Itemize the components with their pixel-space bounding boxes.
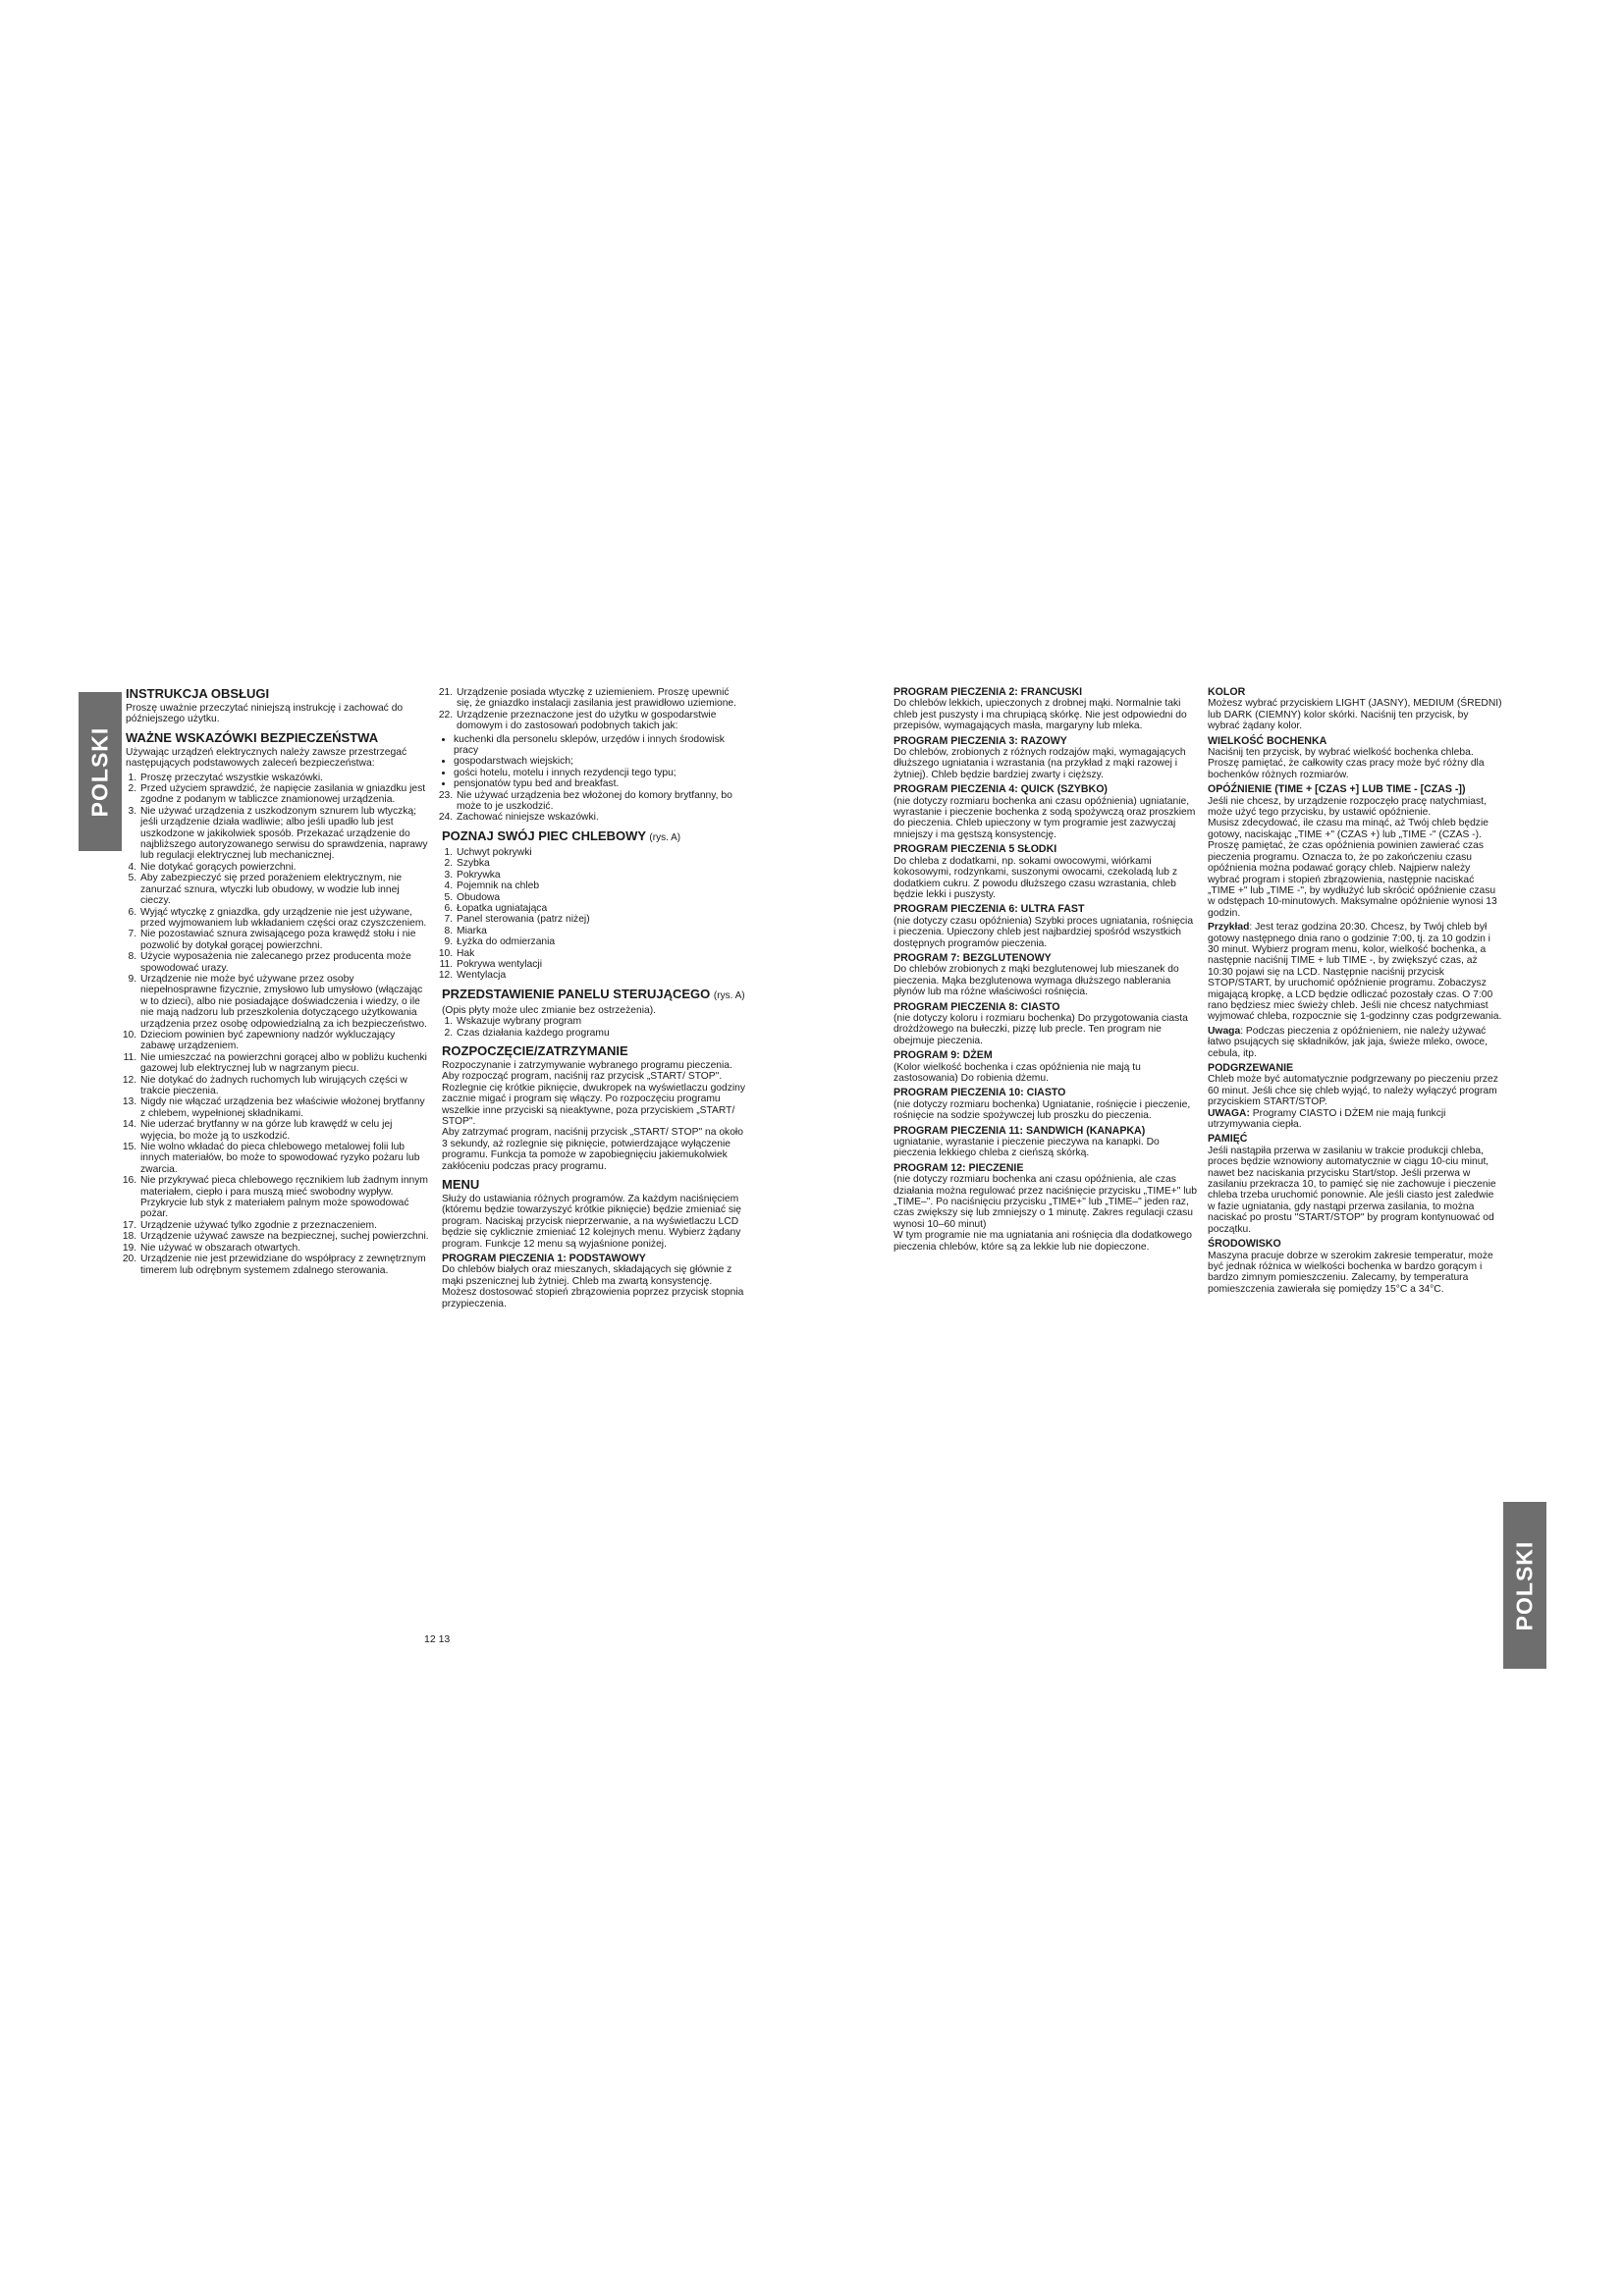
part-item: 6. Łopatka ugniatająca [456, 903, 746, 914]
safety-item: 19. Nie używać w obszarach otwartych. [139, 1243, 430, 1254]
paragraph: Używając urządzeń elektrycznych należy zawsze przestrzegać następujących podstawowych zaleceń bezpieczeństwa: [126, 746, 407, 770]
safety-item: 1. Proszę przeczytać wszystkie wskazówki. [139, 773, 430, 783]
paragraph: Maszyna pracuje dobrze w szerokim zakresie temperatur, może być jednak różnica w wielkości bochenka w bardzo gorącym i bardzo zimnym pomieszczeniu. Zalecamy, by temperatura pomieszczenia zawierała się pomiędzy 15°C a 34°C. [1208, 1250, 1493, 1295]
program-title: PROGRAM PIECZENIA 2: FRANCUSKI [893, 686, 1083, 698]
safety-item: 12. Nie dotykać do żadnych ruchomych lub wirujących części w trakcie pieczenia. [139, 1075, 430, 1097]
part-item: 1. Uchwyt pokrywki [456, 847, 746, 858]
column-4 [1208, 687, 1502, 1298]
program-description: Do chleba z dodatkami, np. sokami owocowymi, wiórkami kokosowymi, rodzynkami, suszonymi owocami, czekoladą lub z dodatkiem cukru. Z powodu dłuższego czasu wzrastania, chleb będzie lekki i puszysty. [893, 855, 1177, 900]
safety-item: 23. Nie używać urządzenia bez włożonej do komory brytfanny, bo może to je uszkodzić. [456, 790, 746, 813]
usage-bullet: • pensjonatów typu bed and breakfast. [454, 778, 746, 789]
safety-list [126, 773, 430, 1276]
safety-item: 13. Nigdy nie włączać urządzenia bez właściwie włożonej brytfanny z chlebem, wypełnionej składnikami. [139, 1096, 430, 1119]
safety-item: 17. Urządzenie używać tylko zgodnie z przeznaczeniem. [139, 1220, 430, 1231]
section-title: ROZPOCZĘCIE/ZATRZYMANIE [442, 1042, 628, 1058]
safety-item: 15. Nie wolno wkładać do pieca chlebowego metalowej folii lub innych materiałów, bo może to spowodować ryzyko pożaru lub zwarcia. [139, 1142, 430, 1175]
program-description: Do chlebów lekkich, upieczonych z drobnej mąki. Normalnie taki chleb jest puszysty i ma chrupiącą skórkę. Nie jest odpowiedni do przepisów, wymagających masła, margaryny lub mleka. [893, 698, 1187, 732]
safety-item: 9. Urządzenie nie może być używane przez osoby niepełnosprawne fizycznie, zmysłowo lub umysłowo (włączając w to dzieci), albo nie posiadające doświadczenia i wiedzy, o ile nie mają nadzoru lub przeszkolenia dotyczącego użytkowania urządzenia przez osobę odpowiedzialną za ich bezpieczeństwo. [139, 974, 430, 1030]
paragraph: Aby zatrzymać program, naciśnij przycisk „START/ STOP" na około 3 sekundy, aż rozlegnie się piknięcie, potwierdzające wyłączenie programu. Funkcja ta pomoże w zapobiegnięciu jakiemukolwiek zakłóceniu podczas pracy programu. [442, 1127, 743, 1172]
panel-item: 1. Wskazuje wybrany program [456, 1016, 746, 1027]
safety-item: 10. Dzieciom powinien być zapewniony nadzór wykluczający zabawę urządzeniem. [139, 1030, 430, 1052]
program-title: PROGRAM 7: BEZGLUTENOWY [893, 951, 1052, 964]
paragraph: Proszę uważnie przeczytać niniejszą instrukcję i zachować do późniejszego użytku. [126, 703, 404, 725]
column-1 [126, 687, 430, 1278]
safety-item: 14. Nie uderzać brytfanny w na górze lub krawędź w celu jej wyjęcia, bo może ją to uszkodzić. [139, 1119, 430, 1142]
usage-bullet: • kuchenki dla personelu sklepów, urzędów i innych środowisk pracy [454, 734, 746, 757]
safety-list-continued [442, 687, 746, 732]
paragraph: (Opis płyty może ulec zmianie bez ostrzeżenia). [442, 1004, 657, 1016]
program-title: PROGRAM PIECZENIA 11: SANDWICH (KANAPKA) [893, 1124, 1146, 1137]
paragraph: W tym programie nie ma ugniatania ani rośnięcia dla dodatkowego pieczenia chlebów, które są za lekkie lub nie dopieczone. [893, 1230, 1192, 1253]
safety-item: 6. Wyjąć wtyczkę z gniazdka, gdy urządzenie nie jest używane, przed wyjmowaniem lub wkładaniem części oraz czyszczeniem. [139, 907, 430, 930]
program-description: (nie dotyczy koloru i rozmiaru bochenka) Do przygotowania ciasta drożdżowego na bułeczki, pizzę lub precle. Ten program nie obejmuje pieczenia. [893, 1012, 1188, 1046]
section-title: WAŻNE WSKAZÓWKI BEZPIECZEŃSTWA [126, 729, 379, 745]
safety-list-tail [442, 790, 746, 824]
part-item: 3. Pokrywka [456, 870, 746, 881]
section-title: MENU [442, 1177, 480, 1193]
part-item: 10. Hak [456, 948, 746, 959]
usage-bullet: • gości hotelu, motelu i innych rezydencji tego typu; [454, 768, 746, 778]
panel-item: 2. Czas działania każdego programu [456, 1028, 746, 1039]
safety-item: 24. Zachować niniejsze wskazówki. [456, 812, 746, 823]
paragraph: Musisz zdecydować, ile czasu ma minąć, aż Twój chleb będzie gotowy, naciskając „TIME +" (CZAS +) lub „TIME -" (CZAS -). Proszę pamiętać, że czas opóźnienia powinien zawierać czas pieczenia programu. Oznacza to, że po zakończeniu czasu opóźnienia można podawać gorący chleb. Najpierw należy wybrać program i stopień zbrązowienia, następnie naciskać „TIME +" lub „TIME -", by wydłużyć lub skrócić opóźnienie czasu w odstępach 10-minutowych. Maksymalne opóźnienie wynosi 13 godzin. [1208, 818, 1497, 919]
safety-item: 2. Przed użyciem sprawdzić, że napięcie zasilania w gniazdku jest zgodne z podanym w tabliczce znamionowej urządzenia. [139, 783, 430, 806]
safety-item: 18. Urządzenie używać zawsze na bezpiecznej, suchej powierzchni. [139, 1231, 430, 1242]
program-title: PROGRAM PIECZENIA 5 SŁODKI [893, 843, 1057, 856]
section-title: OPÓŹNIENIE (TIME + [CZAS +] LUB TIME - [CZAS -]) [1208, 783, 1466, 796]
safety-item: 22. Urządzenie przeznaczone jest do użytku w gospodarstwie domowym i do zastosowań podobnych takich jak: [456, 710, 746, 732]
language-tab-label: POLSKI [86, 726, 113, 817]
paragraph: Uwaga: Podczas pieczenia z opóźnieniem, nie należy używać łatwo psujących się składników, jak jaja, świeże mleko, owoce, cebula, itp. [1208, 1025, 1489, 1059]
paragraph: Możesz wybrać przyciskiem LIGHT (JASNY), MEDIUM (ŚREDNI) lub DARK (CIEMNY) kolor skórki. Naciśnij ten przycisk, by wybrać żądany kolor. [1208, 698, 1502, 732]
program-description: (nie dotyczy rozmiaru bochenka ani czasu opóźnienia, ale czas działania można regulować przez naciśnięcie przycisku „TIME+" lub „TIME–". Po naciśnięciu przycisku „TIME+" lub „TIME–" jeden raz, czas zwiększy się lub zmniejszy o 1 minutę. Zakres regulacji czasu wynosi 10–60 minut) [893, 1174, 1197, 1230]
safety-item: 3. Nie używać urządzenia z uszkodzonym sznurem lub wtyczką; jeśli urządzenie działa wadliwie; albo jeśli upadło lub jest uszkodzone w jakikolwiek sposób. Przekazać urządzenie do najbliższego autoryzowanego serwisu do sprawdzenia, naprawy lub regulacji elektrycznej lub mechanicznej. [139, 806, 430, 862]
section-title: PODGRZEWANIE [1208, 1062, 1294, 1074]
safety-item: 8. Użycie wyposażenia nie zalecanego przez producenta może spowodować urazy. [139, 951, 430, 974]
paragraph: Służy do ustawiania różnych programów. Za każdym naciśnięciem (któremu będzie towarzyszyć krótkie piknięcie) będzie zmieniać się program. Naciskaj przycisk nieprzerwanie, a na wyświetlaczu LCD będzie się cyklicznie zmieniać 12 kolejnych menu. Wybierz żądany program. Funkcje 12 menu są wyjaśnione poniżej. [442, 1194, 742, 1250]
program-title: PROGRAM PIECZENIA 4: QUICK (SZYBKO) [893, 783, 1108, 796]
paragraph: UWAGA: Programy CIASTO i DŻEM nie mają funkcji utrzymywania ciepła. [1208, 1107, 1446, 1131]
paragraph: Rozpoczynanie i zatrzymywanie wybranego programu pieczenia. [442, 1059, 732, 1071]
safety-item: 16. Nie przykrywać pieca chlebowego ręcznikiem lub żadnym innym materiałem, ciepło i para muszą mieć swobodny wypływ. Przykrycie lub styk z materiałem palnym może spowodować pożar. [139, 1175, 430, 1220]
language-tab-right [1503, 1502, 1546, 1669]
section-title: ŚRODOWISKO [1208, 1238, 1281, 1251]
section-title: INSTRUKCJA OBSŁUGI [126, 686, 270, 701]
page-numbers: 12 13 [424, 1633, 451, 1645]
section-title: WIELKOŚĆ BOCHENKA [1208, 734, 1327, 747]
section-title: POZNAJ SWÓJ PIEC CHLEBOWY (rys. A) [442, 828, 681, 843]
safety-item: 11. Nie umieszczać na powierzchni gorącej albo w pobliżu kuchenki gazowej lub elektrycznej lub w nagrzanym piecu. [139, 1052, 430, 1075]
program-title: PROGRAM PIECZENIA 3: RAZOWY [893, 734, 1067, 747]
paragraph: Aby rozpocząć program, naciśnij raz przycisk „START/ STOP". Rozlegnie cię krótkie piknięcie, dwukropek na wyświetlaczu godziny zacznie migać i program się włączy. Po rozpoczęciu programu wszelkie inne przyciski są nieaktywne, poza przyciskiem „START/ STOP". [442, 1071, 746, 1127]
program-title: PROGRAM PIECZENIA 8: CIASTO [893, 1000, 1060, 1013]
paragraph: Do chlebów białych oraz mieszanych, składających się głównie z mąki pszenicznej lub żytniej. Chleb ma zwartą konsystencję. Możesz dostosować stopień zbrązowienia poprzez przycisk stopnia przypieczenia. [442, 1264, 744, 1309]
section-title: PAMIĘĆ [1208, 1133, 1248, 1146]
safety-item: 5. Aby zabezpieczyć się przed porażeniem elektrycznym, nie zanurzać sznura, wtyczki lub obudowy, w wodzie lub innej cieczy. [139, 873, 430, 906]
panel-list [442, 1016, 746, 1039]
part-item: 12. Wentylacja [456, 970, 746, 981]
program-description: (nie dotyczy rozmiaru bochenka ani czasu opóźnienia) ugniatanie, wyrastanie i pieczenie bochenka z sodą spożywczą oraz proszkiem do pieczenia. Chleb upieczony w tym programie jest zazwyczaj mniejszy i ma gęstszą konsystencję. [893, 795, 1196, 840]
part-item: 4. Pojemnik na chleb [456, 881, 746, 891]
column-3 [893, 687, 1198, 1255]
program-description: (nie dotyczy czasu opóźnienia) Szybki proces ugniatania, rośnięcia i pieczenia. Upieczony chleb jest najbardziej spośród wszystkich dostępnych programów pieczenia. [893, 915, 1194, 949]
language-tab-label: POLSKI [1511, 1540, 1538, 1630]
part-item: 11. Pokrywa wentylacji [456, 959, 746, 970]
section-title: KOLOR [1208, 686, 1246, 698]
programs-list [893, 687, 1198, 1230]
program-title: PROGRAM 12: PIECZENIE [893, 1161, 1024, 1174]
language-tab-left [79, 692, 122, 851]
paragraph: Przykład: Jest teraz godzina 20:30. Chcesz, by Twój chleb był gotowy następnego dnia rano o godzinie 7:00, tj. za 10 godzin i 30 minut. Wybierz program menu, kolor, wielkość bochenka, a następnie naciśnij TIME + lub TIME -, by zwiększyć czas, aż 10:30 pojawi się na LCD. Następnie naciśnij przycisk STOP/START, by uruchomić opóźnienie programu. Zobaczysz migającą kropkę, a LCD będzie odliczać pozostały czas. O 7:00 rano będziesz miec świeży chleb. Jeśli nie chcesz natychmiast wyjmować chleba, rozpocznie się 1-godzinny czas podgrzewania. [1208, 922, 1502, 1023]
program-title: PROGRAM 9: DŻEM [893, 1049, 993, 1062]
safety-item: 21. Urządzenie posiada wtyczkę z uziemieniem. Proszę upewnić się, że gniazdko instalacji zasilania jest prawidłowo uziemione. [456, 687, 746, 710]
paragraph: Naciśnij ten przycisk, by wybrać wielkość bochenka chleba. Proszę pamiętać, że całkowity czas pracy może być różny dla bochenków różnych rozmiarów. [1208, 747, 1485, 780]
safety-item: 4. Nie dotykać gorących powierzchni. [139, 862, 430, 873]
part-item: 8. Miarka [456, 926, 746, 936]
section-title: PRZEDSTAWIENIE PANELU STERUJĄCEGO (rys. A) [442, 986, 745, 1001]
program-description: Do chlebów, zrobionych z różnych rodzajów mąki, wymagających dłuższego ugniatania i wzrastania (na przykład z mąki razowej i żytniej). Chleb będzie bardziej zwarty i cięższy. [893, 747, 1186, 780]
part-item: 9. Łyżka do odmierzania [456, 936, 746, 947]
part-item: 5. Obudowa [456, 892, 746, 903]
parts-list [442, 847, 746, 982]
safety-item: 20. Urządzenie nie jest przewidziane do współpracy z zewnętrznym timerem lub odrębnym systemem zdalnego sterowania. [139, 1254, 430, 1276]
paragraph: Jeśli nastąpiła przerwa w zasilaniu w trakcie produkcji chleba, proces będzie wznowiony automatycznie w ciągu 10-ciu minut, nawet bez naciskania przycisku Start/stop. Jeśli przerwa w zasilaniu przekracza 10, to pamięć się nie zachowuje i pieczenie chleba trzeba uruchomić ponownie. Ale jeśli ciasto jest zaledwie w fazie ugniatania, gdy nastąpi przerwa zasilania, to można naciskać po prostu "START/STOP" by program kontynuować od początku. [1208, 1145, 1496, 1235]
usage-bullet-list [442, 734, 746, 790]
program-description: (Kolor wielkość bochenka i czas opóźnienia nie mają tu zastosowania) Do robienia dżemu. [893, 1061, 1141, 1084]
program-description: ugniatanie, wyrastanie i pieczenie pieczywa na kanapki. Do pieczenia lekkiego chleba z cieńszą skórką. [893, 1137, 1160, 1159]
program-description: Do chlebów zrobionych z mąki bezglutenowej lub mieszanek do pieczenia. Mąka bezglutenowa wymaga dłuższego nablerania płynów lub ma różne właściwości rośnięcia. [893, 964, 1179, 998]
safety-item: 7. Nie pozostawiać sznura zwisającego poza krawędź stołu i nie pozwolić by dotykał gorącej powierzchni. [139, 929, 430, 951]
column-2 [442, 687, 746, 1312]
program-title: PROGRAM PIECZENIA 10: CIASTO [893, 1087, 1066, 1099]
part-item: 2. Szybka [456, 858, 746, 869]
program-title: PROGRAM PIECZENIA 1: PODSTAWOWY [442, 1253, 646, 1265]
part-item: 7. Panel sterowania (patrz niżej) [456, 914, 746, 925]
usage-bullet: • gospodarstwach wiejskich; [454, 756, 746, 767]
paragraph: Jeśli nie chcesz, by urządzenie rozpoczęło pracę natychmiast, może użyć tego przycisku, by ustawić opóźnienie. [1208, 795, 1487, 819]
paragraph: Chleb może być automatycznie podgrzewany po pieczeniu przez 60 minut. Jeśli chce się chleb wyjąć, to należy wyłączyć program przyciskiem START/STOP. [1208, 1074, 1498, 1108]
program-title: PROGRAM PIECZENIA 6: ULTRA FAST [893, 903, 1085, 916]
program-description: (nie dotyczy rozmiaru bochenka) Ugniatanie, rośnięcie i pieczenie, rośnięcie na sodzie spożywczej lub proszku do pieczenia. [893, 1098, 1191, 1122]
